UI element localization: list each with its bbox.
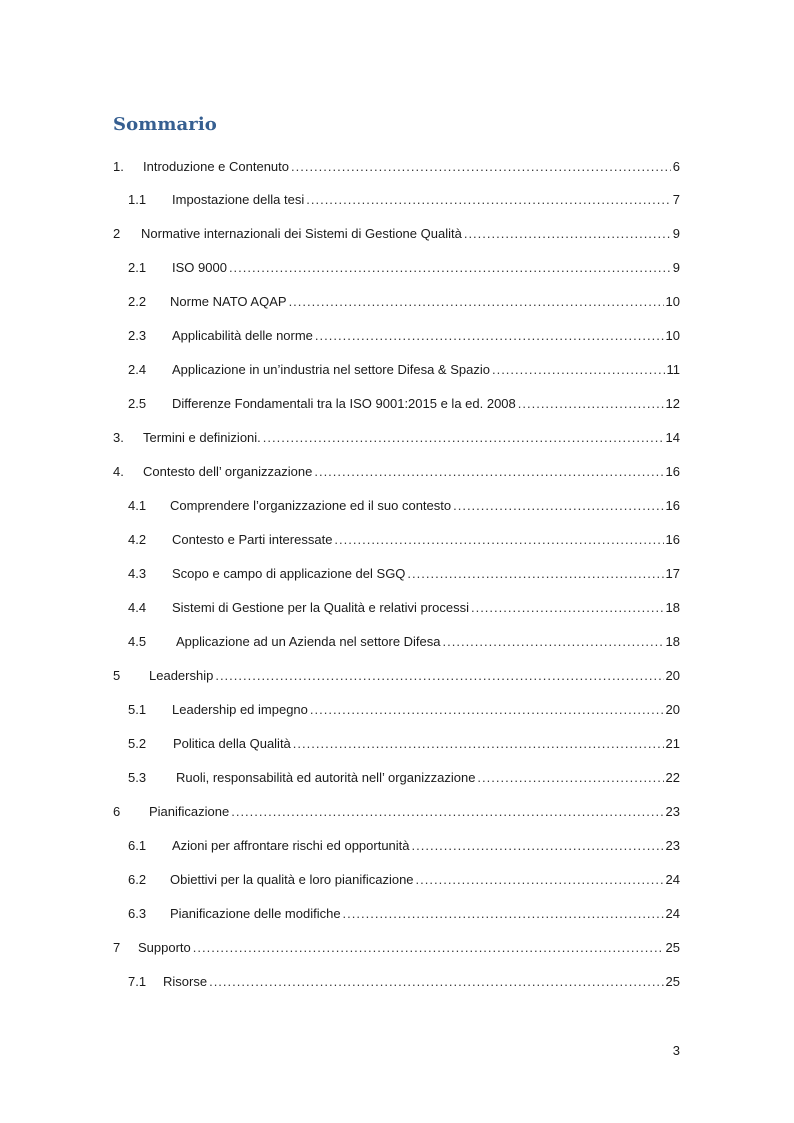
toc-entry-number: 4.3 bbox=[128, 566, 147, 581]
toc-entry[interactable] bbox=[128, 837, 680, 855]
toc-entry-number: 6 bbox=[113, 804, 121, 819]
toc-entry-page: 16 bbox=[665, 532, 680, 547]
toc-entry-title: Pianificazione bbox=[149, 804, 230, 819]
toc-entry-title: Contesto e Parti interessate bbox=[172, 532, 333, 547]
toc-dot-leader bbox=[209, 973, 663, 991]
toc-entry-page: 20 bbox=[665, 668, 680, 683]
toc-dot-leader bbox=[315, 327, 664, 345]
toc-entry-page: 7 bbox=[672, 192, 680, 207]
toc-entry-page: 9 bbox=[672, 260, 680, 275]
toc-entry[interactable] bbox=[128, 497, 680, 515]
toc-entry-number: 2.2 bbox=[128, 294, 147, 309]
toc-entry[interactable] bbox=[128, 973, 680, 991]
toc-entry[interactable] bbox=[128, 871, 680, 889]
toc-dot-leader bbox=[263, 429, 664, 447]
toc-entry[interactable] bbox=[128, 905, 680, 923]
toc-entry-number: 6.1 bbox=[128, 838, 147, 853]
toc-entry[interactable] bbox=[128, 735, 680, 753]
toc-dot-leader bbox=[291, 158, 671, 176]
toc-entry[interactable] bbox=[113, 803, 680, 821]
toc-entry[interactable] bbox=[128, 633, 680, 651]
toc-entry-title: Politica della Qualità bbox=[173, 736, 291, 751]
toc-entry[interactable] bbox=[113, 463, 680, 481]
toc-entry-title: ISO 9000 bbox=[172, 260, 227, 275]
toc-entry[interactable] bbox=[113, 429, 680, 447]
toc-dot-leader bbox=[229, 259, 671, 277]
toc-entry-page: 14 bbox=[665, 430, 680, 445]
toc-entry-title: Obiettivi per la qualità e loro pianificazione bbox=[170, 872, 414, 887]
toc-entry-page: 23 bbox=[665, 804, 680, 819]
toc-entry-number: 4. bbox=[113, 464, 124, 479]
toc-entry-page: 6 bbox=[672, 159, 680, 174]
toc-entry-title: Ruoli, responsabilità ed autorità nell’ organizzazione bbox=[176, 770, 476, 785]
toc-entry-page: 23 bbox=[665, 838, 680, 853]
toc-entry-title: Applicabilità delle norme bbox=[172, 328, 313, 343]
toc-entry[interactable] bbox=[128, 259, 680, 277]
toc-entry-number: 2.3 bbox=[128, 328, 147, 343]
toc-entry-title: Normative internazionali dei Sistemi di Gestione Qualità bbox=[141, 226, 462, 241]
toc-entry-title: Introduzione e Contenuto bbox=[143, 159, 289, 174]
toc-entry-title: Sistemi di Gestione per la Qualità e relativi processi bbox=[172, 600, 469, 615]
toc-dot-leader bbox=[443, 633, 664, 651]
toc-entry-number: 5 bbox=[113, 668, 121, 683]
toc-entry-title: Supporto bbox=[138, 940, 191, 955]
toc-entry-number: 2.1 bbox=[128, 260, 147, 275]
toc-entry[interactable] bbox=[128, 599, 680, 617]
toc-dot-leader bbox=[518, 395, 664, 413]
toc-dot-leader bbox=[310, 701, 664, 719]
toc-dot-leader bbox=[412, 837, 664, 855]
page-number: 3 bbox=[672, 1043, 680, 1058]
toc-entry-page: 25 bbox=[665, 940, 680, 955]
toc-entry-number: 4.4 bbox=[128, 600, 147, 615]
toc-entry[interactable] bbox=[128, 769, 680, 787]
toc-entry[interactable] bbox=[113, 158, 680, 176]
toc-dot-leader bbox=[334, 531, 663, 549]
toc-entry-page: 21 bbox=[665, 736, 680, 751]
toc-entry-page: 16 bbox=[665, 498, 680, 513]
toc-entry-title: Applicazione ad un Azienda nel settore Difesa bbox=[176, 634, 441, 649]
toc-entry-number: 6.2 bbox=[128, 872, 147, 887]
toc-entry[interactable] bbox=[128, 565, 680, 583]
toc-entry-number: 7.1 bbox=[128, 974, 147, 989]
toc-entry-number: 2.4 bbox=[128, 362, 147, 377]
toc-entry-page: 24 bbox=[665, 906, 680, 921]
toc-entry-number: 4.5 bbox=[128, 634, 147, 649]
toc-entry-number: 4.1 bbox=[128, 498, 147, 513]
toc-dot-leader bbox=[193, 939, 664, 957]
toc-entry-title: Termini e definizioni. bbox=[143, 430, 261, 445]
toc-entry-page: 9 bbox=[672, 226, 680, 241]
toc-entry-title: Leadership bbox=[149, 668, 214, 683]
toc-entry[interactable] bbox=[128, 327, 680, 345]
toc-dot-leader bbox=[492, 361, 665, 379]
toc-entry-title: Comprendere l’organizzazione ed il suo contesto bbox=[170, 498, 452, 513]
toc-dot-leader bbox=[453, 497, 663, 515]
toc-entry-page: 24 bbox=[665, 872, 680, 887]
toc-entry-page: 12 bbox=[665, 396, 680, 411]
toc-entry-page: 18 bbox=[665, 600, 680, 615]
toc-entry-page: 18 bbox=[665, 634, 680, 649]
toc-entry-page: 25 bbox=[665, 974, 680, 989]
toc-dot-leader bbox=[407, 565, 663, 583]
toc-dot-leader bbox=[231, 803, 663, 821]
toc-entry-page: 20 bbox=[665, 702, 680, 717]
toc-entry-number: 1. bbox=[113, 159, 124, 174]
toc-entry[interactable] bbox=[113, 667, 680, 685]
toc-dot-leader bbox=[464, 225, 671, 243]
toc-entry-number: 5.3 bbox=[128, 770, 147, 785]
toc-entry[interactable] bbox=[128, 531, 680, 549]
page-title: Sommario bbox=[113, 114, 217, 135]
toc-entry-title: Norme NATO AQAP bbox=[170, 294, 287, 309]
toc-dot-leader bbox=[343, 905, 664, 923]
toc-dot-leader bbox=[289, 293, 664, 311]
toc-entry-title: Risorse bbox=[163, 974, 208, 989]
toc-entry[interactable] bbox=[128, 361, 680, 379]
toc-dot-leader bbox=[306, 191, 671, 209]
toc-entry-title: Applicazione in un’industria nel settore Difesa & Spazio bbox=[172, 362, 490, 377]
toc-entry-page: 16 bbox=[665, 464, 680, 479]
toc-entry[interactable] bbox=[128, 395, 680, 413]
toc-entry-title: Contesto dell’ organizzazione bbox=[143, 464, 313, 479]
toc-entry-number: 5.2 bbox=[128, 736, 147, 751]
toc-entry-title: Scopo e campo di applicazione del SGQ bbox=[172, 566, 406, 581]
toc-entry-title: Azioni per affrontare rischi ed opportunità bbox=[172, 838, 410, 853]
toc-entry-page: 11 bbox=[666, 362, 680, 377]
toc-entry-number: 1.1 bbox=[128, 192, 147, 207]
toc-entry[interactable] bbox=[113, 225, 680, 243]
toc-entry-number: 4.2 bbox=[128, 532, 147, 547]
toc-entry-number: 3. bbox=[113, 430, 124, 445]
toc-entry[interactable] bbox=[128, 293, 680, 311]
toc-dot-leader bbox=[215, 667, 663, 685]
toc-entry[interactable] bbox=[113, 939, 680, 957]
toc-entry-page: 10 bbox=[665, 294, 680, 309]
toc-dot-leader bbox=[416, 871, 664, 889]
toc-dot-leader bbox=[471, 599, 664, 617]
toc-entry-number: 2.5 bbox=[128, 396, 147, 411]
toc-entry-title: Leadership ed impegno bbox=[172, 702, 308, 717]
toc-entry-page: 17 bbox=[665, 566, 680, 581]
toc-entry-number: 5.1 bbox=[128, 702, 147, 717]
toc-entry-number: 6.3 bbox=[128, 906, 147, 921]
toc-entry-title: Impostazione della tesi bbox=[172, 192, 305, 207]
toc-entry-page: 22 bbox=[665, 770, 680, 785]
toc-dot-leader bbox=[314, 463, 663, 481]
toc-entry[interactable] bbox=[128, 701, 680, 719]
toc-entry-title: Differenze Fondamentali tra la ISO 9001:2015 e la ed. 2008 bbox=[172, 396, 516, 411]
toc-dot-leader bbox=[293, 735, 664, 753]
toc-entry-number: 7 bbox=[113, 940, 121, 955]
toc-entry-title: Pianificazione delle modifiche bbox=[170, 906, 341, 921]
toc-entry-page: 10 bbox=[665, 328, 680, 343]
toc-entry-number: 2 bbox=[113, 226, 121, 241]
toc-dot-leader bbox=[477, 769, 663, 787]
toc-entry[interactable] bbox=[128, 191, 680, 209]
